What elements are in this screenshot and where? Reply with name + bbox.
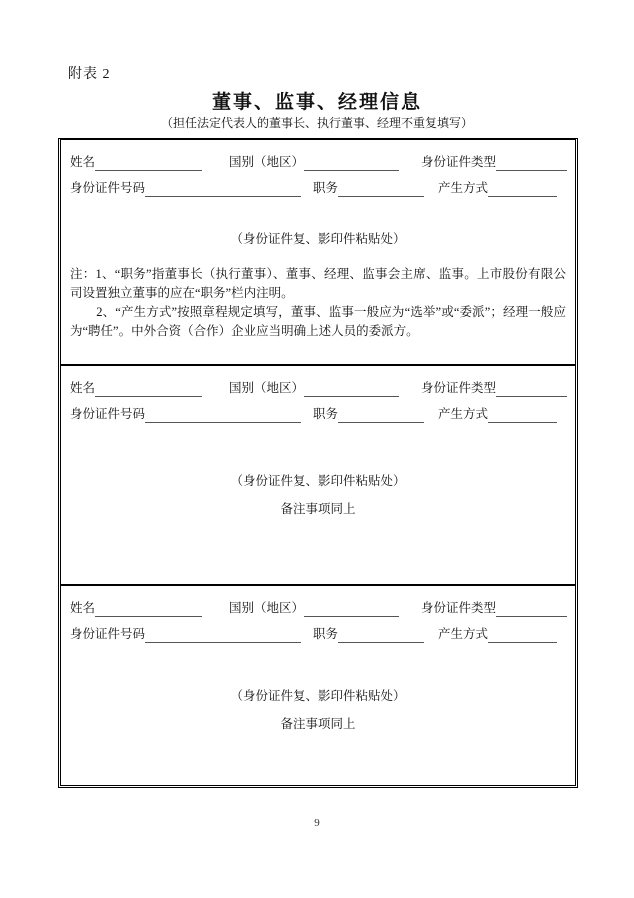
note-1: 注：1、“职务”指董事长（执行董事）、董事、经理、监事会主席、监事。上市股份有限公司设置独立董事的应在“职务”栏内注明。 (70, 267, 566, 300)
officer-section-1 (61, 147, 575, 364)
id-number-input-line[interactable] (145, 408, 301, 423)
position-input-line[interactable] (338, 408, 424, 423)
name-input-line[interactable] (95, 382, 202, 397)
officer-section-2 (61, 364, 575, 584)
form-notes (70, 265, 566, 341)
officers-form-table (58, 138, 578, 788)
field-row (61, 619, 575, 643)
nationality-label: 国别（地区） (229, 381, 305, 395)
nationality-input-line[interactable] (304, 602, 399, 617)
nationality-input-line[interactable] (304, 156, 399, 171)
remark-same-as-above: 备注事项同上 (280, 717, 356, 731)
name-label: 姓名 (70, 155, 96, 169)
position-label: 职务 (313, 627, 339, 641)
field-row (61, 147, 575, 171)
remark-same-as-above: 备注事项同上 (280, 502, 356, 516)
id-type-input-line[interactable] (496, 382, 567, 397)
name-label: 姓名 (70, 601, 96, 615)
name-input-line[interactable] (95, 602, 202, 617)
nationality-label: 国别（地区） (229, 601, 305, 615)
name-label: 姓名 (70, 381, 96, 395)
id-number-input-line[interactable] (145, 182, 301, 197)
field-row (61, 593, 575, 617)
id-type-label: 身份证件类型 (421, 601, 497, 615)
nationality-label: 国别（地区） (229, 155, 305, 169)
id-number-label: 身份证件号码 (70, 627, 146, 641)
appointment-method-label: 产生方式 (438, 407, 489, 421)
position-label: 职务 (313, 181, 339, 195)
id-type-label: 身份证件类型 (421, 155, 497, 169)
position-input-line[interactable] (338, 182, 424, 197)
position-input-line[interactable] (338, 628, 424, 643)
id-copy-paste-area: （身份证件复、影印件粘贴处） (230, 689, 406, 703)
id-type-label: 身份证件类型 (421, 381, 497, 395)
appointment-method-input-line[interactable] (488, 408, 557, 423)
annex-label: 附表 2 (68, 67, 111, 82)
page-title: 董事、监事、经理信息 (211, 92, 422, 113)
name-input-line[interactable] (95, 156, 202, 171)
field-row (61, 373, 575, 397)
officer-section-3 (61, 584, 575, 790)
appointment-method-input-line[interactable] (488, 182, 557, 197)
appointment-method-input-line[interactable] (488, 628, 557, 643)
id-number-label: 身份证件号码 (70, 407, 146, 421)
id-copy-paste-area: （身份证件复、影印件粘贴处） (230, 232, 406, 246)
id-number-input-line[interactable] (145, 628, 301, 643)
note-2: 2、“产生方式”按照章程规定填写，董事、监事一般应为“选举”或“委派”；经理一般应为“聘任”。中外合资（合作）企业应当明确上述人员的委派方。 (70, 305, 566, 338)
page-subtitle: （担任法定代表人的董事长、执行董事、经理不重复填写） (160, 116, 473, 130)
field-row (61, 173, 575, 197)
appointment-method-label: 产生方式 (438, 627, 489, 641)
id-type-input-line[interactable] (496, 156, 567, 171)
nationality-input-line[interactable] (304, 382, 399, 397)
id-number-label: 身份证件号码 (70, 181, 146, 195)
id-type-input-line[interactable] (496, 602, 567, 617)
position-label: 职务 (313, 407, 339, 421)
page-number: 9 (314, 817, 320, 829)
id-copy-paste-area: （身份证件复、影印件粘贴处） (230, 474, 406, 488)
appointment-method-label: 产生方式 (438, 181, 489, 195)
field-row (61, 399, 575, 423)
